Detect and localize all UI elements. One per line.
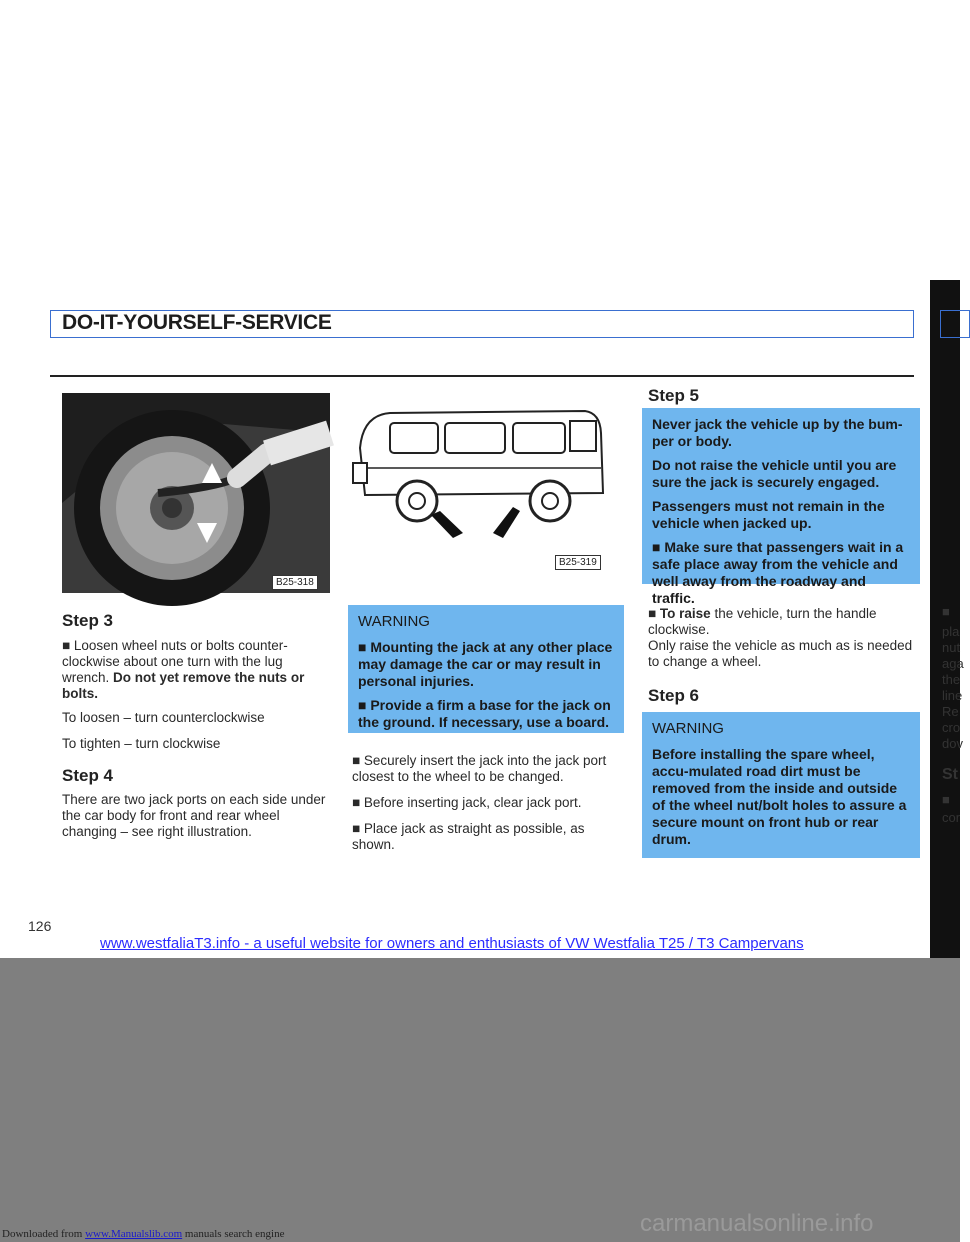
warning-title: WARNING xyxy=(652,720,724,737)
next-page-header-box xyxy=(940,310,970,338)
download-footer xyxy=(2,1228,284,1240)
fragment: aga xyxy=(942,656,964,671)
scan-background xyxy=(0,958,960,1242)
wheel-photo xyxy=(62,393,330,593)
watermark: carmanualsonline.info xyxy=(640,1210,874,1237)
page-number: 126 xyxy=(28,918,52,934)
next-page-edge xyxy=(930,280,963,960)
step5-warning-box xyxy=(642,408,920,606)
mid-paragraph: ■ Before inserting jack, clear jack port. xyxy=(352,795,582,810)
loosen-text: To loosen – turn counterclockwise xyxy=(62,710,265,725)
warning-item: ■ Provide a firm a base for the jack on the ground. If necessary, use a board. xyxy=(358,697,611,730)
fragment: line xyxy=(942,688,963,703)
fragment: pla xyxy=(942,624,960,639)
warning-item: ■ Mounting the jack at any other place may damage the car or may result in personal injuries. xyxy=(358,639,613,689)
step4-heading: Step 4 xyxy=(62,766,114,785)
fragment: the xyxy=(942,672,961,687)
warning-item: Before installing the spare wheel, accu-mulated road dirt must be removed from the inside and outside of the wheel nut/bolt holes to assure a secure mount on front hub or rear drum. xyxy=(652,746,907,847)
only-raise-text: Only raise the vehicle as much as is needed to change a wheel. xyxy=(648,638,913,669)
fragment: ■ xyxy=(942,792,950,807)
fragment: cor xyxy=(942,810,961,825)
manualslib-link[interactable]: www.Manualslib.com xyxy=(85,1228,183,1240)
tighten-text: To tighten – turn clockwise xyxy=(62,736,221,751)
raise-text: the vehicle, turn the handle clockwise. xyxy=(648,606,877,637)
fragment: nut xyxy=(942,640,961,655)
fragment: St xyxy=(942,766,958,783)
step6-warning-box xyxy=(642,712,920,858)
fragment: ■ xyxy=(942,604,950,619)
fragment: cro xyxy=(942,720,961,735)
raise-paragraph xyxy=(648,606,920,638)
step3-paragraph xyxy=(62,638,330,702)
site-link[interactable]: www.westfaliaT3.info - a useful website for owners and enthusiasts of VW Westfalia T25 / T3 Campervans xyxy=(100,935,804,952)
fragment: Re xyxy=(942,704,959,719)
step5-heading: Step 5 xyxy=(648,386,700,405)
warning-item: Do not raise the vehicle until you are sure the jack is securely engaged. xyxy=(652,457,897,490)
step3-heading: Step 3 xyxy=(62,611,114,630)
figure-label: B25-318 xyxy=(272,575,318,590)
van-illustration xyxy=(345,393,615,573)
header-rule xyxy=(50,375,914,377)
step6-heading: Step 6 xyxy=(648,686,700,705)
step3-bold-text: Do not yet remove the nuts or bolts. xyxy=(62,670,305,701)
mid-paragraph: ■ Securely insert the jack into the jack port closest to the wheel to be changed. xyxy=(352,753,607,784)
page-title: DO-IT-YOURSELF-SERVICE xyxy=(62,311,332,334)
warning-item: Never jack the vehicle up by the bum-per or body. xyxy=(652,416,903,449)
footer-suffix: manuals search engine xyxy=(184,1228,285,1240)
figure-label: B25-319 xyxy=(555,555,601,570)
mid-paragraph: ■ Place jack as straight as possible, as shown. xyxy=(352,821,585,852)
raise-bold-text: ■ To raise xyxy=(648,606,711,621)
warning-item: Passengers must not remain in the vehicle when jacked up. xyxy=(652,498,885,531)
step3-text: ■ Loosen wheel nuts or bolts counter-clockwise about one turn with the lug wrench. xyxy=(62,638,288,685)
fragment: dov xyxy=(942,736,963,751)
warning-item: ■ Make sure that passengers wait in a safe place away from the vehicle and well away from the roadway and traffic. xyxy=(652,539,904,606)
step4-paragraph: There are two jack ports on each side under the car body for front and rear wheel changing – see right illustration. xyxy=(62,792,326,839)
warning-title: WARNING xyxy=(358,613,430,630)
warning-box xyxy=(348,605,624,733)
footer-prefix: Downloaded from xyxy=(2,1228,83,1240)
